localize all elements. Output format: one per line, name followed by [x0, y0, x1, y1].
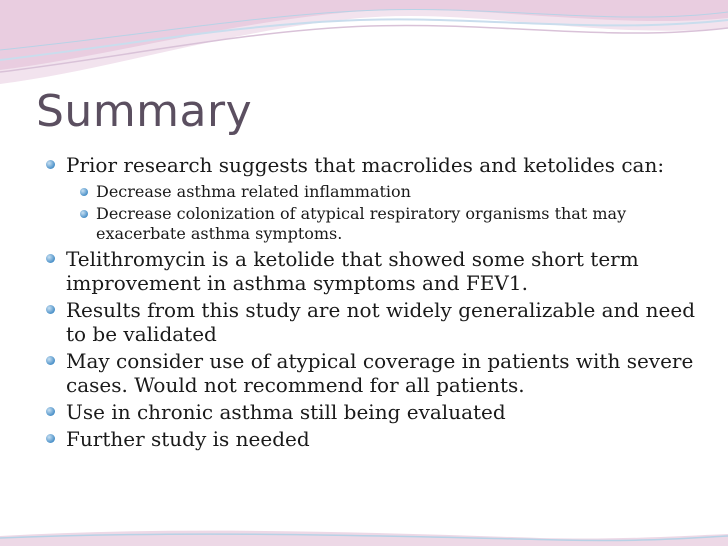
sub-bullet-item — [66, 204, 704, 244]
bullet-text: Results from this study are not widely generalizable and need to be validated — [66, 298, 696, 346]
bullet-text: Telithromycin is a ketolide that showed some short term improvement in asthma symptoms and FEV1. — [66, 247, 639, 295]
bullet-list — [44, 153, 704, 454]
bullet-item — [44, 298, 704, 346]
sub-bullet-text: Decrease colonization of atypical respiratory organisms that may exacerbate asthma symptoms. — [96, 204, 627, 243]
bullet-item — [44, 427, 704, 451]
bullet-text: Use in chronic asthma still being evaluated — [66, 400, 506, 424]
decorative-wave-footer — [0, 526, 728, 546]
bullet-item — [44, 153, 704, 244]
bullet-text: Prior research suggests that macrolides and ketolides can: — [66, 153, 665, 177]
sub-bullet-item — [66, 182, 704, 202]
slide-title: Summary — [36, 86, 253, 137]
sub-bullet-text: Decrease asthma related inflammation — [96, 182, 411, 201]
decorative-wave-header — [0, 0, 728, 100]
sub-bullet-list — [66, 182, 704, 244]
bullet-item — [44, 247, 704, 295]
bullet-item — [44, 400, 704, 424]
bullet-text: May consider use of atypical coverage in patients with severe cases. Would not recommend for all patients. — [66, 349, 694, 397]
bullet-item — [44, 349, 704, 397]
bullet-text: Further study is needed — [66, 427, 310, 451]
